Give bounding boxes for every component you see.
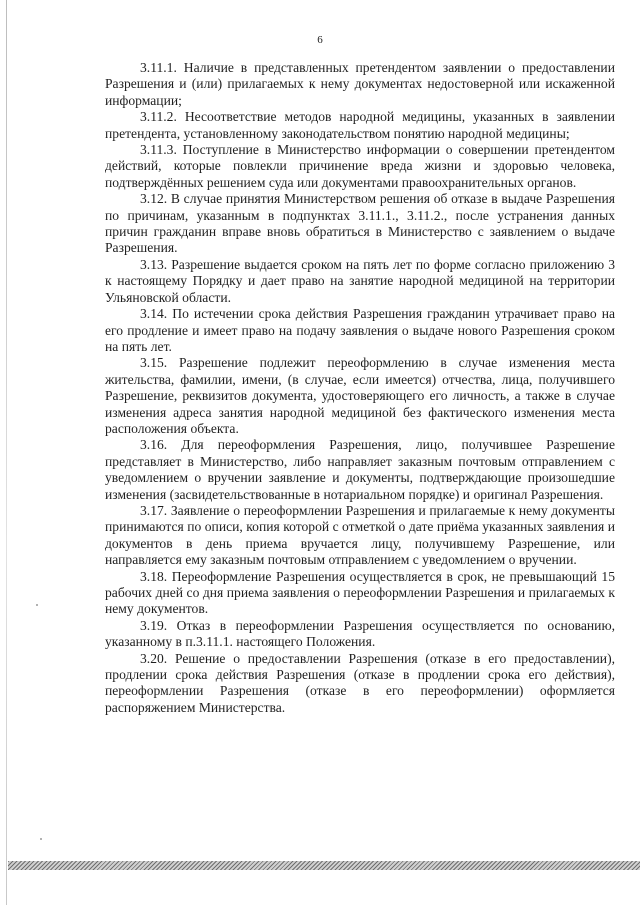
scan-bottom-strip [8,861,640,870]
paragraph-3-11-2: 3.11.2. Несоответствие методов народной медицины, указанных в заявлении претендента, установленному законодательством понятию народной медицины; [105,109,615,141]
scan-speck [36,604,38,606]
paragraph-3-13: 3.13. Разрешение выдается сроком на пять лет по форме согласно приложению 3 к настоящему Порядку и дает право на занятие народной медициной на территории Ульяновской области. [105,256,615,305]
paragraph-3-18: 3.18. Переоформление Разрешения осуществляется в срок, не превышающий 15 рабочих дней со дня приема заявления о переоформлении Разрешения и прилагаемых к нему документов. [105,568,615,617]
document-body [105,60,615,716]
paragraph-3-12: 3.12. В случае принятия Министерством решения об отказе в выдаче Разрешения по причинам, указанным в подпунктах 3.11.1., 3.11.2., после устранения данных причин гражданин вправе вновь обратиться в Министерство с заявлением о выдаче Разрешения. [105,191,615,256]
scan-left-edge [6,0,7,905]
paragraph-3-17: 3.17. Заявление о переоформлении Разрешения и прилагаемые к нему документы принимаются по описи, копия которой с отметкой о дате приёма указанных заявления и документов в день приема вручается лицу, получившему Разрешение, или направляется ему заказным почтовым отправлением с уведомлением о вручении. [105,502,615,568]
paragraph-3-19: 3.19. Отказ в переоформлении Разрешения осуществляется по основанию, указанному в п.3.11.1. настоящего Положения. [105,617,615,650]
scan-speck [40,838,42,840]
paragraph-3-20: 3.20. Решение о предоставлении Разрешения (отказе в его предоставлении), продлении срока действия Разрешения (отказе в продлении срока его действия), переоформлении Разрешения (отказе в его переоформлении) оформляется распоряжением Министерства. [105,650,615,715]
paragraph-3-16: 3.16. Для переоформления Разрешения, лицо, получившее Разрешение представляет в Министерство, либо направляет заказным почтовым отправлением с уведомлением о вручении заявление и документы, подтверждающие произошедшие изменения (засвидетельствованные в нотариальном порядке) и оригинал Разрешения. [105,437,615,502]
paragraph-3-11-1: 3.11.1. Наличие в представленных претендентом заявлении о предоставлении Разрешения и (или) прилагаемых к нему документах недостоверной или искаженной информации; [105,60,615,108]
page-number: 6 [317,34,323,46]
paragraph-3-15: 3.15. Разрешение подлежит переоформлению в случае изменения места жительства, фамилии, имени, (в случае, если имеется) отчества, лица, получившего Разрешение, реквизитов документа, удостоверяющего его личность, а также в случае изменения адреса занятия народной медициной без фактического изменения места расположения объекта. [105,355,615,436]
paragraph-3-11-3: 3.11.3. Поступление в Министерство информации о совершении претендентом действий, которые повлекли причинение вреда жизни и здоровью человека, подтверждённых решением суда или документами правоохранительных органов. [105,142,615,190]
paragraph-3-14: 3.14. По истечении срока действия Разрешения гражданин утрачивает право на его продление и имеет право на подачу заявления о выдаче нового Разрешения сроком на пять лет. [105,306,615,354]
